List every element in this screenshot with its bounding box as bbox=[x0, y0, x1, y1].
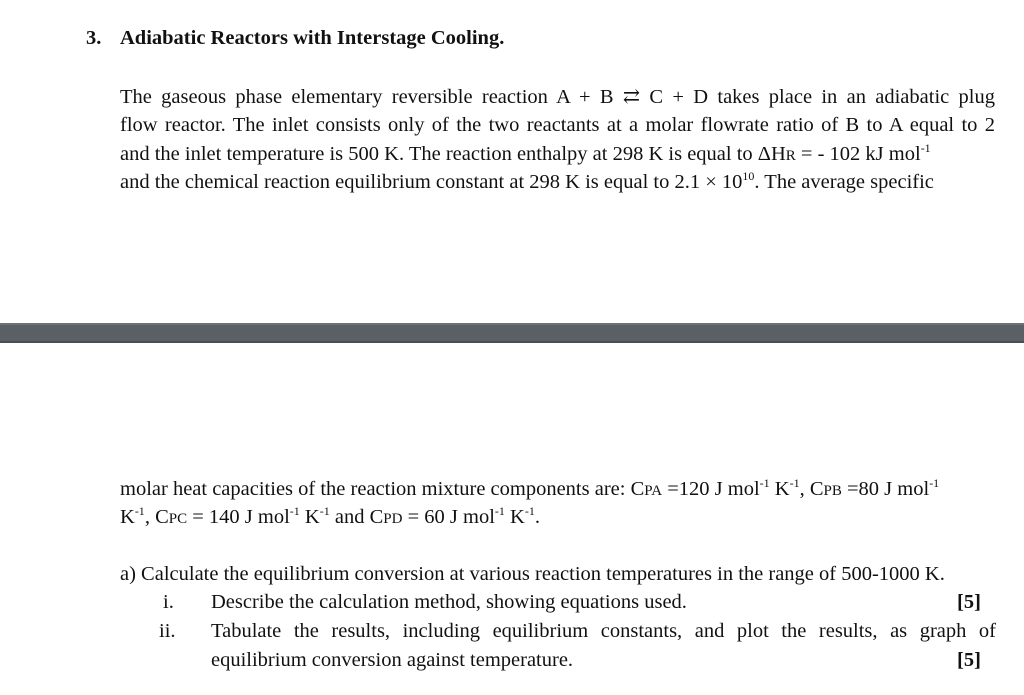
intro-line-2: flow reactor. The inlet consists only of the two reactants at a molar flowrate ratio of B to A equal to 2 bbox=[120, 114, 995, 136]
intro-line-4: and the chemical reaction equilibrium constant at 298 K is equal to $2.1 \times 10^{10}$. The average specific bbox=[120, 169, 934, 193]
intro-line-1: The gaseous phase elementary reversible reaction A + B ⇄ C + D takes place in an adiabatic plug bbox=[120, 86, 995, 108]
heat-capacity-line-2: $K^{-1}$, CPC = 140 J mol$^{-1}$ $K^{-1}$ and CPD = 60 J mol$^{-1}$ $K^{-1}$. bbox=[120, 504, 540, 528]
heat-capacity-line-1: molar heat capacities of the reaction mixture components are: CPA =120 J mol$^{-1}$ $K^{-1}$, CPB =80 J mol$^{-1}$ bbox=[120, 476, 940, 500]
page-divider bbox=[0, 323, 1024, 343]
item-ii-number: ii. bbox=[159, 620, 176, 642]
question-number: 3. bbox=[86, 27, 102, 49]
item-ii-text-cont: equilibrium conversion against temperature. bbox=[211, 649, 574, 671]
item-i-marks: [5] bbox=[957, 591, 981, 613]
equilibrium-arrow-icon: ⇄ bbox=[622, 86, 641, 108]
question-title: Adiabatic Reactors with Interstage Cooling. bbox=[120, 27, 505, 49]
item-ii-marks: [5] bbox=[957, 649, 981, 671]
intro-line-3: and the inlet temperature is 500 K. The reaction enthalpy at 298 K is equal to ΔHR = - 102 kJ mol$^{-1}$ bbox=[120, 141, 931, 165]
item-i-number: i. bbox=[163, 591, 174, 613]
part-a-label: a) Calculate the equilibrium conversion at various reaction temperatures in the range of 500-1000 K. bbox=[120, 563, 945, 585]
item-ii-text: Tabulate the results, including equilibrium constants, and plot the results, as graph of bbox=[211, 620, 996, 642]
item-i-text: Describe the calculation method, showing equations used. bbox=[211, 591, 687, 613]
